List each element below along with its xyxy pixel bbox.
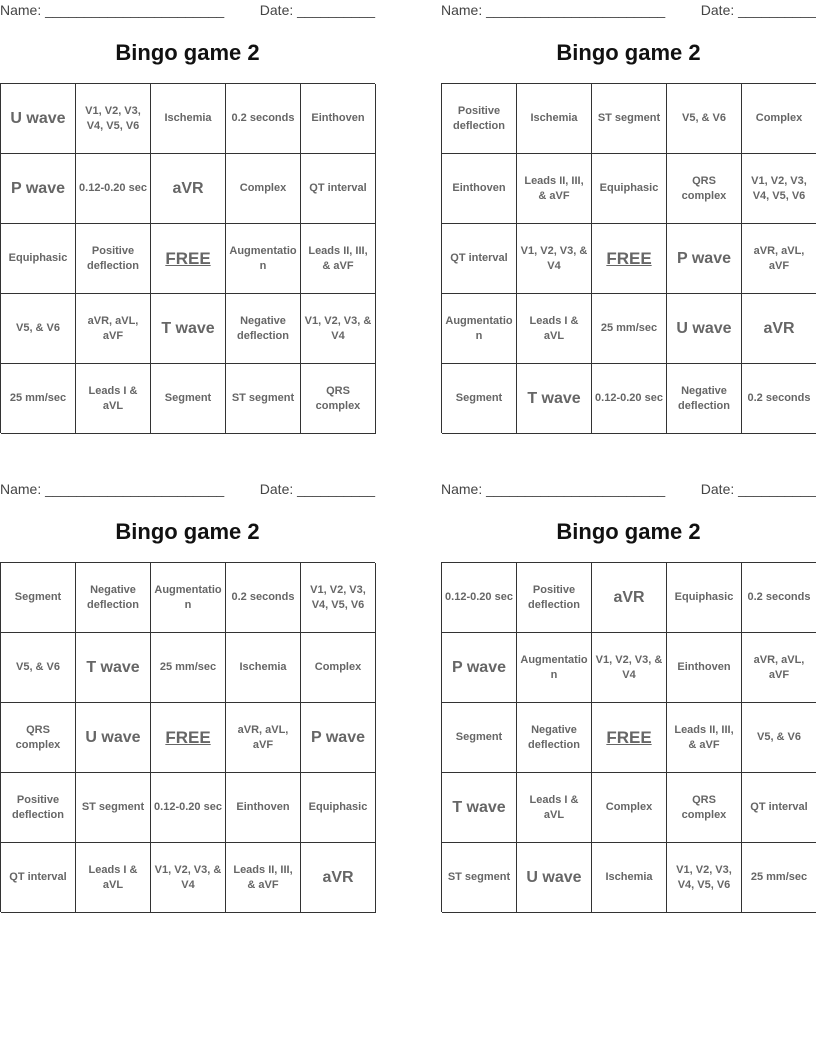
bingo-cell: Equiphasic xyxy=(667,563,742,633)
bingo-cell: T wave xyxy=(76,633,151,703)
bingo-cell: T wave xyxy=(517,364,592,434)
bingo-cell: Complex xyxy=(226,154,301,224)
bingo-cell: Complex xyxy=(742,84,816,154)
bingo-cell: V5, & V6 xyxy=(667,84,742,154)
bingo-cell: QT interval xyxy=(442,224,517,294)
bingo-cell: QRS complex xyxy=(301,364,376,434)
bingo-grid xyxy=(0,562,375,912)
bingo-cell: QRS complex xyxy=(667,773,742,843)
name-field: Name: _______________________ xyxy=(441,481,666,497)
bingo-cell: V5, & V6 xyxy=(1,633,76,703)
bingo-cell: P wave xyxy=(1,154,76,224)
bingo-cell: aVR, aVL, aVF xyxy=(76,294,151,364)
bingo-cell: QT interval xyxy=(1,843,76,913)
bingo-cell: QRS complex xyxy=(667,154,742,224)
bingo-cell: 0.12-0.20 sec xyxy=(76,154,151,224)
bingo-cell: P wave xyxy=(667,224,742,294)
bingo-cell: ST segment xyxy=(76,773,151,843)
bingo-cell: V1, V2, V3, V4, V5, V6 xyxy=(76,84,151,154)
bingo-cell: Ischemia xyxy=(151,84,226,154)
name-field: Name: _______________________ xyxy=(441,2,666,18)
bingo-cell: V1, V2, V3, & V4 xyxy=(151,843,226,913)
bingo-cell: Leads I & aVL xyxy=(517,294,592,364)
bingo-cell: Positive deflection xyxy=(1,773,76,843)
bingo-cell: 0.2 seconds xyxy=(226,84,301,154)
bingo-cell: Leads I & aVL xyxy=(76,364,151,434)
bingo-cell: ST segment xyxy=(592,84,667,154)
bingo-cell: 25 mm/sec xyxy=(592,294,667,364)
bingo-cell: Leads I & aVL xyxy=(517,773,592,843)
bingo-cell: U wave xyxy=(1,84,76,154)
date-field: Date: __________ xyxy=(700,2,816,18)
bingo-cell: 25 mm/sec xyxy=(1,364,76,434)
bingo-cell: Leads II, III, & aVF xyxy=(226,843,301,913)
bingo-cell: U wave xyxy=(517,843,592,913)
bingo-cell: Equiphasic xyxy=(1,224,76,294)
bingo-cell: T wave xyxy=(151,294,226,364)
bingo-cell: Segment xyxy=(442,703,517,773)
date-field: Date: __________ xyxy=(700,481,816,497)
bingo-cell: Leads II, III, & aVF xyxy=(301,224,376,294)
card-title: Bingo game 2 xyxy=(556,519,701,544)
bingo-cell: ST segment xyxy=(226,364,301,434)
bingo-cell: Negative deflection xyxy=(76,563,151,633)
bingo-cell: Einthoven xyxy=(301,84,376,154)
bingo-grid xyxy=(441,562,816,912)
bingo-cell: V5, & V6 xyxy=(742,703,816,773)
bingo-cell: V1, V2, V3, V4, V5, V6 xyxy=(667,843,742,913)
bingo-cell: aVR xyxy=(742,294,816,364)
name-field: Name: _______________________ xyxy=(0,481,225,497)
bingo-grid xyxy=(441,83,816,433)
bingo-cell: 0.12-0.20 sec xyxy=(151,773,226,843)
bingo-cell: Augmentation xyxy=(226,224,301,294)
bingo-cell: 0.2 seconds xyxy=(742,563,816,633)
bingo-grid xyxy=(0,83,375,433)
bingo-cell: Augmentation xyxy=(442,294,517,364)
bingo-cell: Positive deflection xyxy=(442,84,517,154)
bingo-cell: Complex xyxy=(592,773,667,843)
bingo-cell: 25 mm/sec xyxy=(742,843,816,913)
bingo-cell: Negative deflection xyxy=(667,364,742,434)
bingo-cell: aVR, aVL, aVF xyxy=(742,633,816,703)
bingo-cell: Complex xyxy=(301,633,376,703)
bingo-cell: 0.12-0.20 sec xyxy=(592,364,667,434)
bingo-cell: aVR xyxy=(151,154,226,224)
free-space: FREE xyxy=(151,703,226,773)
bingo-cell: Positive deflection xyxy=(76,224,151,294)
bingo-cell: V1, V2, V3, V4, V5, V6 xyxy=(742,154,816,224)
bingo-cell: Positive deflection xyxy=(517,563,592,633)
bingo-cell: Ischemia xyxy=(517,84,592,154)
name-date-line xyxy=(0,479,375,499)
bingo-cell: QT interval xyxy=(742,773,816,843)
bingo-cell: V1, V2, V3, & V4 xyxy=(517,224,592,294)
bingo-cell: Segment xyxy=(151,364,226,434)
name-date-line xyxy=(441,0,816,20)
bingo-cell: V1, V2, V3, & V4 xyxy=(301,294,376,364)
bingo-cell: aVR, aVL, aVF xyxy=(226,703,301,773)
bingo-cell: V1, V2, V3, & V4 xyxy=(592,633,667,703)
name-date-line xyxy=(0,0,375,20)
bingo-cell: aVR xyxy=(301,843,376,913)
bingo-cell: Segment xyxy=(442,364,517,434)
bingo-cell: Leads II, III, & aVF xyxy=(667,703,742,773)
name-date-line xyxy=(441,479,816,499)
bingo-cell: 0.12-0.20 sec xyxy=(442,563,517,633)
free-space: FREE xyxy=(151,224,226,294)
bingo-cell: aVR xyxy=(592,563,667,633)
bingo-cell: V1, V2, V3, V4, V5, V6 xyxy=(301,563,376,633)
bingo-cell: 25 mm/sec xyxy=(151,633,226,703)
bingo-cell: Augmentation xyxy=(151,563,226,633)
bingo-cell: P wave xyxy=(442,633,517,703)
bingo-cell: aVR, aVL, aVF xyxy=(742,224,816,294)
bingo-cell: Einthoven xyxy=(667,633,742,703)
bingo-cell: V5, & V6 xyxy=(1,294,76,364)
bingo-cell: P wave xyxy=(301,703,376,773)
bingo-cell: Negative deflection xyxy=(517,703,592,773)
bingo-cell: QRS complex xyxy=(1,703,76,773)
card-title: Bingo game 2 xyxy=(115,519,260,544)
bingo-cell: Negative deflection xyxy=(226,294,301,364)
bingo-cell: Augmentation xyxy=(517,633,592,703)
bingo-cell: Leads I & aVL xyxy=(76,843,151,913)
card-title: Bingo game 2 xyxy=(115,40,260,65)
bingo-cell: Equiphasic xyxy=(301,773,376,843)
bingo-cell: U wave xyxy=(76,703,151,773)
bingo-cell: 0.2 seconds xyxy=(226,563,301,633)
bingo-cell: Leads II, III, & aVF xyxy=(517,154,592,224)
date-field: Date: __________ xyxy=(259,2,375,18)
bingo-cell: 0.2 seconds xyxy=(742,364,816,434)
bingo-cell: Einthoven xyxy=(226,773,301,843)
card-title: Bingo game 2 xyxy=(556,40,701,65)
bingo-cell: Ischemia xyxy=(226,633,301,703)
name-field: Name: _______________________ xyxy=(0,2,225,18)
bingo-cell: Segment xyxy=(1,563,76,633)
date-field: Date: __________ xyxy=(259,481,375,497)
bingo-cell: U wave xyxy=(667,294,742,364)
bingo-cell: QT interval xyxy=(301,154,376,224)
bingo-cell: Equiphasic xyxy=(592,154,667,224)
bingo-cell: ST segment xyxy=(442,843,517,913)
free-space: FREE xyxy=(592,224,667,294)
free-space: FREE xyxy=(592,703,667,773)
bingo-cell: Ischemia xyxy=(592,843,667,913)
bingo-cell: T wave xyxy=(442,773,517,843)
bingo-cell: Einthoven xyxy=(442,154,517,224)
